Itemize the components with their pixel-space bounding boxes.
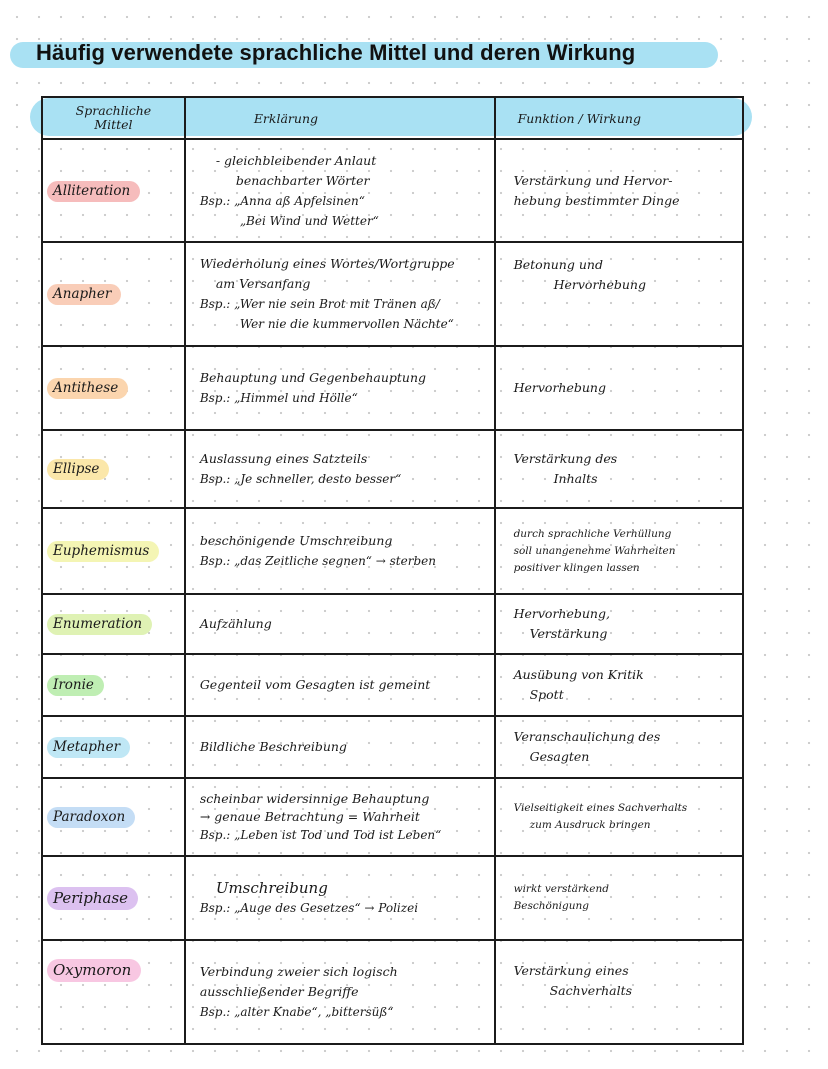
term-cell: [42, 594, 185, 654]
term-cell: [42, 242, 185, 346]
header-col-explanation: Erklärung: [185, 97, 495, 139]
term-label: Ellipse: [47, 459, 109, 480]
stylistic-devices-table: [41, 96, 744, 1045]
explanation-cell: Umschreibung Bsp.: „Auge des Gesetzes“ → Polizei: [185, 856, 495, 940]
term-label: Paradoxon: [47, 807, 135, 828]
term-cell: [42, 856, 185, 940]
term-label: Euphemismus: [47, 541, 159, 562]
function-cell: wirkt verstärkend Beschönigung: [495, 856, 743, 940]
header-col-term: Sprachliche Mittel: [42, 97, 185, 139]
term-label: Periphase: [47, 887, 138, 910]
function-cell: Veranschaulichung des Gesagten: [495, 716, 743, 778]
table-row: [42, 716, 743, 778]
term-label: Ironie: [47, 675, 104, 696]
table-row: [42, 346, 743, 430]
function-cell: Betonung und Hervorhebung: [495, 242, 743, 346]
term-cell: [42, 430, 185, 508]
table-row: [42, 654, 743, 716]
page-title: Häufig verwendete sprachliche Mittel und deren Wirkung: [36, 40, 636, 65]
function-cell: Verstärkung eines Sachverhalts: [495, 940, 743, 1044]
explanation-cell: Auslassung eines Satzteils Bsp.: „Je schneller, desto besser“: [185, 430, 495, 508]
explanation-cell: Gegenteil vom Gesagten ist gemeint: [185, 654, 495, 716]
explanation-cell: Behauptung und Gegenbehauptung Bsp.: „Himmel und Hölle“: [185, 346, 495, 430]
function-cell: durch sprachliche Verhüllung soll unangenehme Wahrheiten positiver klingen lassen: [495, 508, 743, 594]
term-label: Oxymoron: [47, 959, 141, 982]
table-row: [42, 940, 743, 1044]
table-row: [42, 778, 743, 856]
function-cell: Hervorhebung: [495, 346, 743, 430]
term-cell: [42, 716, 185, 778]
table-row: [42, 508, 743, 594]
term-label: Enumeration: [47, 614, 152, 635]
explanation-cell: - gleichbleibender Anlaut benachbarter Wörter Bsp.: „Anna aß Apfelsinen“ „Bei Wind und Wetter“: [185, 139, 495, 242]
term-label: Metapher: [47, 737, 130, 758]
header-col-function: Funktion / Wirkung: [495, 97, 743, 139]
term-cell: [42, 139, 185, 242]
table-row: [42, 594, 743, 654]
explanation-cell: beschönigende Umschreibung Bsp.: „das Zeitliche segnen“ → sterben: [185, 508, 495, 594]
explanation-cell: Bildliche Beschreibung: [185, 716, 495, 778]
explanation-cell: scheinbar widersinnige Behauptung → genaue Betrachtung = Wahrheit Bsp.: „Leben ist Tod und Tod ist Leben“: [185, 778, 495, 856]
term-cell: [42, 940, 185, 1044]
term-label: Anapher: [47, 284, 121, 305]
term-label: Antithese: [47, 378, 128, 399]
term-cell: [42, 778, 185, 856]
function-cell: Verstärkung des Inhalts: [495, 430, 743, 508]
function-cell: Verstärkung und Hervor- hebung bestimmter Dinge: [495, 139, 743, 242]
table-row: [42, 856, 743, 940]
term-cell: [42, 654, 185, 716]
table-row: [42, 139, 743, 242]
table-row: [42, 242, 743, 346]
function-cell: Hervorhebung, Verstärkung: [495, 594, 743, 654]
explanation-cell: Wiederholung eines Wortes/Wortgruppe am Versanfang Bsp.: „Wer nie sein Brot mit Tränen aß/ Wer nie die kummervollen Nächte“: [185, 242, 495, 346]
function-cell: Ausübung von Kritik Spott: [495, 654, 743, 716]
explanation-cell: Verbindung zweier sich logisch ausschließender Begriffe Bsp.: „alter Knabe“, „bittersüß“: [185, 940, 495, 1044]
explanation-cell: Aufzählung: [185, 594, 495, 654]
term-cell: [42, 508, 185, 594]
term-cell: [42, 346, 185, 430]
term-label: Alliteration: [47, 181, 140, 202]
table-header-row: [42, 97, 743, 139]
table-row: [42, 430, 743, 508]
function-cell: Vielseitigkeit eines Sachverhalts zum Ausdruck bringen: [495, 778, 743, 856]
